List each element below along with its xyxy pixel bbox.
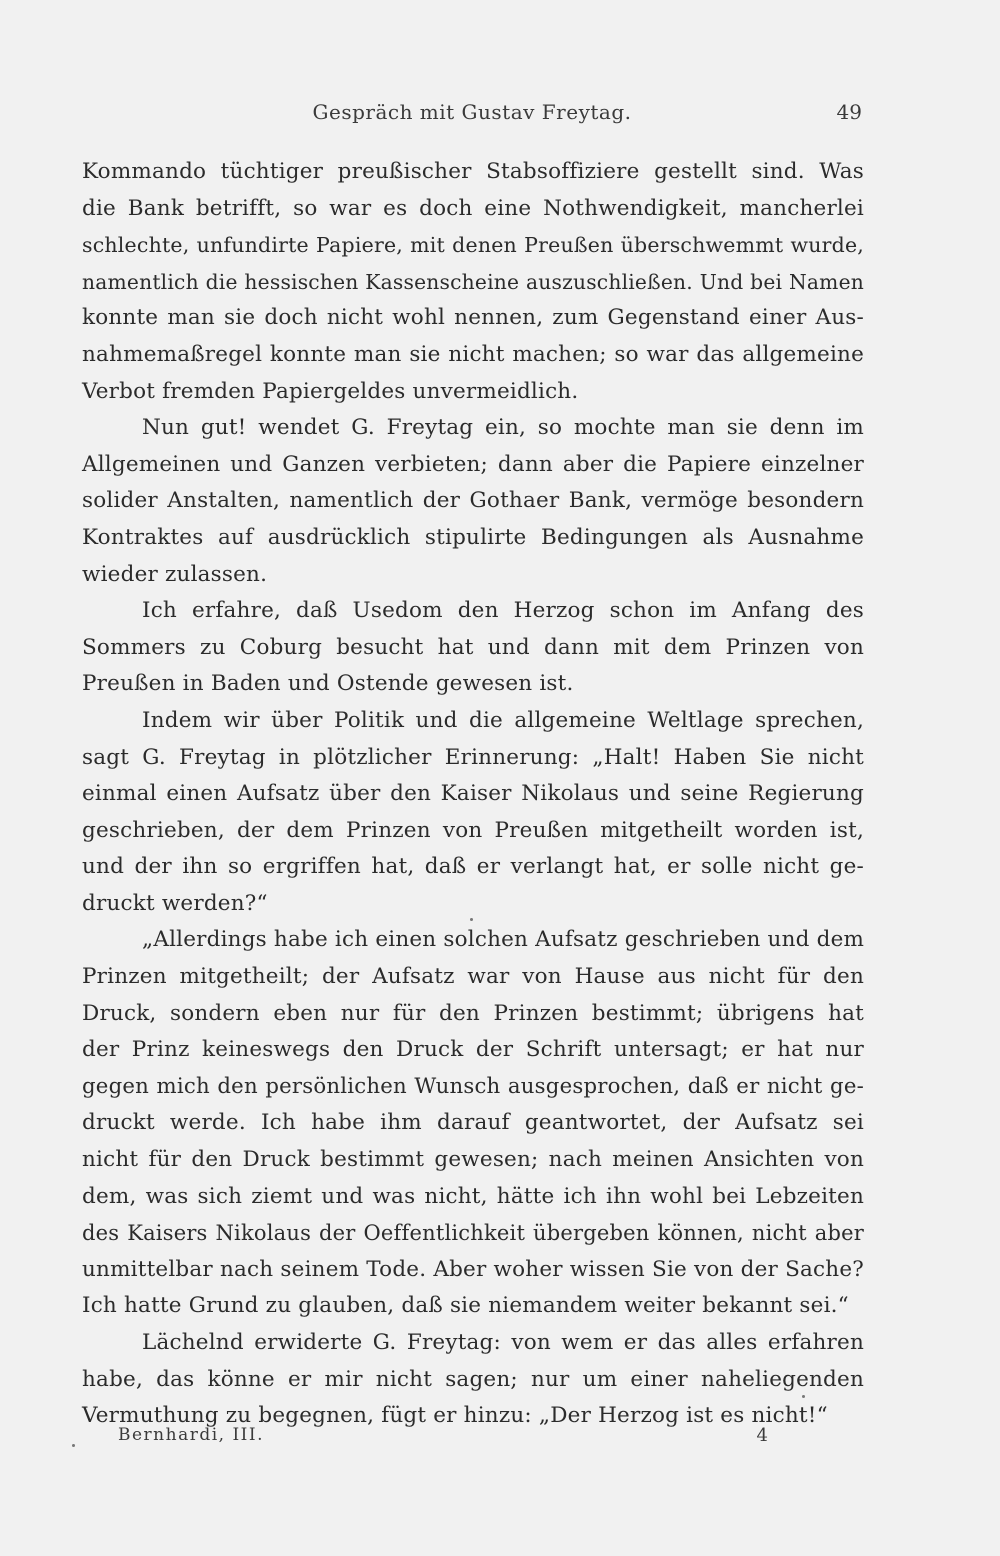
text-line: Druck, sondern eben nur für den Prinzen bestimmt; übrigens hat <box>82 1000 864 1026</box>
paper-speck <box>72 1444 75 1447</box>
text-line: einmal einen Aufsatz über den Kaiser Nikolaus und seine Regierung <box>82 781 864 807</box>
text-line: „Allerdings habe ich einen solchen Aufsatz geschrieben und dem <box>142 927 865 953</box>
text-line: Nun gut! wendet G. Freytag ein, so mochte man sie denn im <box>142 415 864 441</box>
text-line: schlechte, unfundirte Papiere, mit denen Preußen überschwemmt wurde, <box>82 233 864 258</box>
text-line: Ich hatte Grund zu glauben, daß sie niemandem weiter bekannt sei.“ <box>82 1293 849 1319</box>
text-line: unmittelbar nach seinem Tode. Aber woher wissen Sie von der Sache? <box>82 1256 864 1282</box>
text-line: die Bank betrifft, so war es doch eine Nothwendigkeit, mancherlei <box>82 195 864 221</box>
text-line: Verbot fremden Papiergeldes unvermeidlich. <box>82 378 579 404</box>
text-line: Lächelnd erwiderte G. Freytag: von wem er das alles erfahren <box>142 1330 864 1355</box>
text-line: Indem wir über Politik und die allgemeine Weltlage sprechen, <box>142 707 864 733</box>
sheet-number: 4 <box>756 1425 768 1446</box>
text-line: Kontraktes auf ausdrücklich stipulirte Bedingungen als Ausnahme <box>82 524 864 550</box>
text-line: druckt werden?“ <box>82 890 268 916</box>
text-line: nahmemaßregel konnte man sie nicht machen; so war das allgemeine <box>82 341 864 367</box>
page-footer <box>118 1425 768 1453</box>
text-line: habe, das könne er mir nicht sagen; nur um einer naheliegenden <box>82 1366 864 1392</box>
text-line: der Prinz keineswegs den Druck der Schrift untersagt; er hat nur <box>82 1037 864 1063</box>
text-line: Vermuthung zu begegnen, fügt er hinzu: „Der Herzog ist es nicht!“ <box>82 1403 828 1429</box>
running-title: Gespräch mit Gustav Freytag. <box>312 100 632 124</box>
text-line: nicht für den Druck bestimmt gewesen; nach meinen Ansichten von <box>82 1147 864 1173</box>
text-line: sagt G. Freytag in plötzlicher Erinnerung: „Halt! Haben Sie nicht <box>82 744 864 770</box>
text-line: gegen mich den persönlichen Wunsch ausgesprochen, daß er nicht ge- <box>82 1073 864 1099</box>
running-head <box>82 100 862 132</box>
text-line: konnte man sie doch nicht wohl nennen, zum Gegenstand einer Aus- <box>82 305 864 331</box>
text-line: Sommers zu Coburg besucht hat und dann mit dem Prinzen von <box>82 634 864 660</box>
text-line: dem, was sich ziemt und was nicht, hätte ich ihn wohl bei Lebzeiten <box>82 1183 864 1209</box>
paper-speck <box>470 918 473 921</box>
text-line: wieder zulassen. <box>82 561 268 587</box>
body-text <box>82 154 864 1435</box>
text-line: namentlich die hessischen Kassenscheine auszuschließen. Und bei Namen <box>82 269 864 294</box>
text-line: Ich erfahre, daß Usedom den Herzog schon im Anfang des <box>142 598 864 624</box>
text-line: Prinzen mitgetheilt; der Aufsatz war von Hause aus nicht für den <box>82 964 864 990</box>
page-number: 49 <box>836 100 862 124</box>
signature-mark: Bernhardi, III. <box>118 1425 265 1445</box>
text-line: Allgemeinen und Ganzen verbieten; dann aber die Papiere einzelner <box>82 451 864 477</box>
paper-speck <box>802 1395 805 1398</box>
text-line: druckt werde. Ich habe ihm darauf geantwortet, der Aufsatz sei <box>82 1110 864 1136</box>
text-line: Kommando tüchtiger preußischer Stabsoffiziere gestellt sind. Was <box>82 159 864 184</box>
text-line: geschrieben, der dem Prinzen von Preußen mitgetheilt worden ist, <box>82 817 864 843</box>
text-line: des Kaisers Nikolaus der Oeffentlichkeit übergeben können, nicht aber <box>82 1221 864 1246</box>
text-line: solider Anstalten, namentlich der Gothaer Bank, vermöge besondern <box>82 488 864 514</box>
text-line: Preußen in Baden und Ostende gewesen ist. <box>82 671 574 697</box>
text-line: und der ihn so ergriffen hat, daß er verlangt hat, er solle nicht ge- <box>82 854 864 880</box>
